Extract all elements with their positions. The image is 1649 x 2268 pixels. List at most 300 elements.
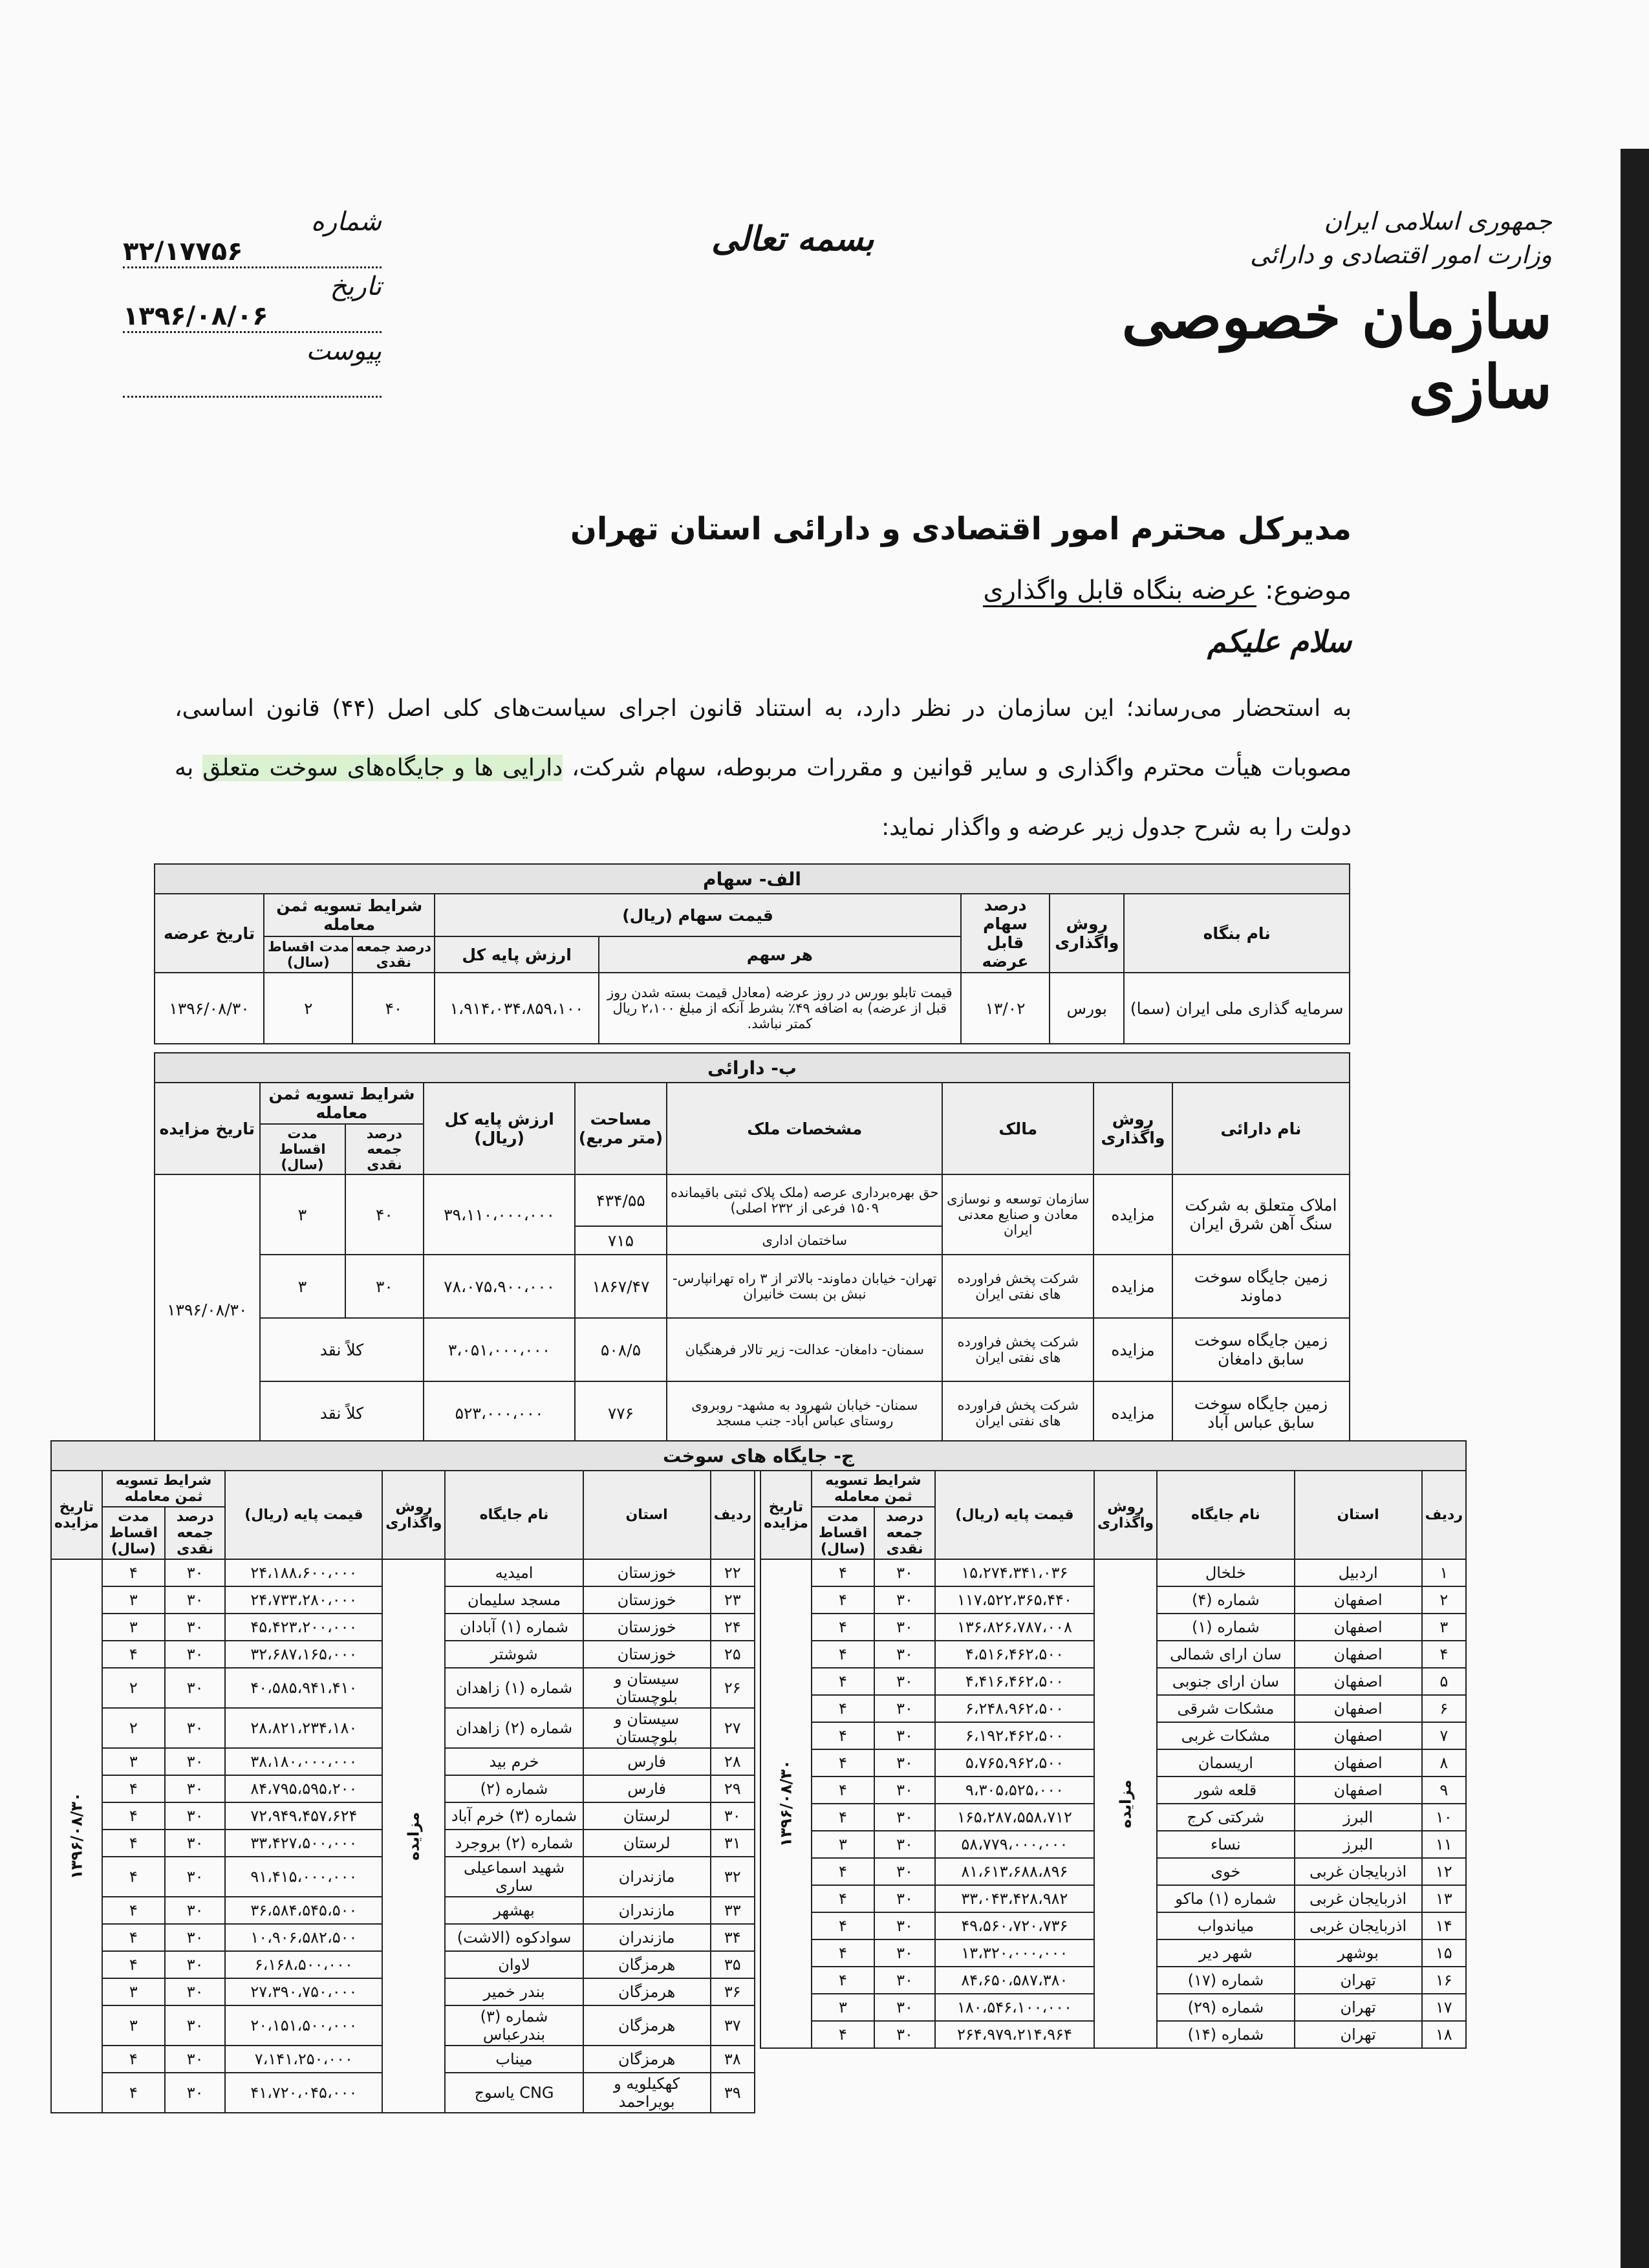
installment-years: ۴ bbox=[102, 2073, 165, 2113]
row-number: ۲۸ bbox=[711, 1748, 755, 1775]
station-name: خلخال bbox=[1157, 1559, 1295, 1586]
station-name: میناب bbox=[445, 2046, 583, 2073]
row-number: ۱۲ bbox=[1422, 1858, 1466, 1885]
col-owner: مالک bbox=[942, 1083, 1094, 1174]
col-asset-date: تاریخ مزایده bbox=[155, 1083, 260, 1174]
installment-years: ۴ bbox=[102, 1775, 165, 1802]
asset-1-cash: ۴۰ bbox=[345, 1174, 424, 1255]
row-number: ۳۷ bbox=[711, 2005, 755, 2046]
share-name: سرمایه گذاری ملی ایران (سما) bbox=[1124, 973, 1350, 1044]
base-price: ۶،۱۶۸،۵۰۰،۰۰۰ bbox=[225, 1951, 382, 1978]
row-number: ۶ bbox=[1422, 1695, 1466, 1722]
installment-years: ۴ bbox=[102, 1951, 165, 1978]
installment-years: ۳ bbox=[102, 2005, 165, 2046]
base-price: ۷۲،۹۴۹،۴۵۷،۶۲۴ bbox=[225, 1802, 382, 1830]
share-total: ۱،۹۱۴،۰۳۴،۸۵۹،۱۰۰ bbox=[435, 973, 599, 1044]
row-number: ۳۳ bbox=[711, 1897, 755, 1924]
province: مازندران bbox=[583, 1857, 711, 1897]
installment-years: ۳ bbox=[812, 1994, 874, 2021]
base-price: ۳۲،۶۸۷،۱۶۵،۰۰۰ bbox=[225, 1641, 382, 1668]
station-name: شماره (۱۴) bbox=[1157, 2021, 1295, 2048]
asset-1-name: املاک متعلق به شرکت سنگ آهن شرق ایران bbox=[1172, 1174, 1350, 1255]
col-row-num-2: ردیف bbox=[711, 1471, 755, 1559]
greeting: سلام علیکم bbox=[1207, 624, 1352, 659]
share-date: ۱۳۹۶/۰۸/۳۰ bbox=[155, 973, 264, 1044]
installment-years: ۳ bbox=[102, 1978, 165, 2005]
installment-years: ۴ bbox=[102, 1897, 165, 1924]
installment-years: ۴ bbox=[812, 1586, 874, 1614]
cash-percent: ۳۰ bbox=[165, 2073, 226, 2113]
subject-label: موضوع: bbox=[1264, 576, 1352, 605]
base-price: ۲۸،۸۲۱،۲۳۴،۱۸۰ bbox=[225, 1708, 382, 1748]
station-name: نساء bbox=[1157, 1831, 1295, 1858]
station-name: خرم بید bbox=[445, 1748, 583, 1775]
asset-3-owner: شرکت پخش فراورده های نفتی ایران bbox=[942, 1318, 1094, 1381]
station-name: CNG یاسوج bbox=[445, 2073, 583, 2113]
station-name: بندر خمیر bbox=[445, 1978, 583, 2005]
asset-4-owner: شرکت پخش فراورده های نفتی ایران bbox=[942, 1381, 1094, 1445]
base-price: ۹۱،۴۱۵،۰۰۰،۰۰۰ bbox=[225, 1857, 382, 1897]
cash-percent: ۳۰ bbox=[165, 1802, 226, 1830]
cash-percent: ۳۰ bbox=[874, 1967, 935, 1994]
letter-number bbox=[45, 207, 382, 268]
col-spec: مشخصات ملک bbox=[667, 1083, 942, 1174]
row-number: ۳۸ bbox=[711, 2046, 755, 2073]
station-name: شهید اسماعیلی ساری bbox=[445, 1857, 583, 1897]
cash-percent: ۳۰ bbox=[874, 1994, 935, 2021]
row-number: ۲۵ bbox=[711, 1641, 755, 1668]
asset-1-area1: ۴۳۴/۵۵ bbox=[575, 1174, 667, 1226]
installment-years: ۴ bbox=[812, 1722, 874, 1749]
base-price: ۷،۱۴۱،۲۵۰،۰۰۰ bbox=[225, 2046, 382, 2073]
province: فارس bbox=[583, 1775, 711, 1802]
province: اصفهان bbox=[1295, 1586, 1422, 1614]
row-number: ۲ bbox=[1422, 1586, 1466, 1614]
station-name: سان ارای شمالی bbox=[1157, 1641, 1295, 1668]
province: مازندران bbox=[583, 1897, 711, 1924]
asset-2-value: ۷۸،۰۷۵،۹۰۰،۰۰۰ bbox=[424, 1255, 575, 1318]
row-number: ۳۱ bbox=[711, 1830, 755, 1857]
province: اذربایجان غربی bbox=[1295, 1885, 1422, 1912]
base-price: ۳۳،۴۲۷،۵۰۰،۰۰۰ bbox=[225, 1830, 382, 1857]
province: کهکیلویه و بویراحمد bbox=[583, 2073, 711, 2113]
cash-percent: ۳۰ bbox=[874, 1885, 935, 1912]
row-number: ۲۶ bbox=[711, 1668, 755, 1708]
asset-1-spec1: حق بهره‌برداری عرصه (ملک پلاک ثبتی باقیمانده ۱۵۰۹ فرعی از ۲۳۲ اصلی) bbox=[667, 1174, 942, 1226]
assets-date: ۱۳۹۶/۰۸/۳۰ bbox=[155, 1174, 260, 1445]
table-row bbox=[760, 1559, 1466, 1586]
row-number: ۱۳ bbox=[1422, 1885, 1466, 1912]
station-name: شوشتر bbox=[445, 1641, 583, 1668]
cash-percent: ۳۰ bbox=[874, 1831, 935, 1858]
row-number: ۴ bbox=[1422, 1641, 1466, 1668]
table-fuel-title-bar bbox=[50, 1440, 1467, 1471]
asset-1-value: ۳۹،۱۱۰،۰۰۰،۰۰۰ bbox=[424, 1174, 575, 1255]
fuel-auction-date: ۱۳۹۶/۰۸/۳۰ bbox=[760, 1559, 812, 2048]
asset-1-method: مزایده bbox=[1094, 1174, 1172, 1255]
col-fuel-price: قیمت پایه (ریال) bbox=[935, 1471, 1094, 1559]
installment-years: ۴ bbox=[102, 1802, 165, 1830]
station-name: شماره (۴) bbox=[1157, 1586, 1295, 1614]
date-value: ۱۳۹۶/۰۸/۰۶ bbox=[123, 301, 382, 333]
cash-percent: ۳۰ bbox=[874, 1695, 935, 1722]
station-name: شماره (۲) بروجرد bbox=[445, 1830, 583, 1857]
asset-4-terms: کلاً نقد bbox=[260, 1381, 424, 1445]
installment-years: ۴ bbox=[812, 1858, 874, 1885]
province: هرمزگان bbox=[583, 2005, 711, 2046]
cash-percent: ۳۰ bbox=[165, 1708, 226, 1748]
base-price: ۲۴،۱۸۸،۶۰۰،۰۰۰ bbox=[225, 1559, 382, 1586]
base-price: ۳۶،۵۸۴،۵۴۵،۵۰۰ bbox=[225, 1897, 382, 1924]
province: هرمزگان bbox=[583, 1951, 711, 1978]
province: تهران bbox=[1295, 1994, 1422, 2021]
base-price: ۶،۱۹۲،۴۶۲،۵۰۰ bbox=[935, 1722, 1094, 1749]
cash-percent: ۳۰ bbox=[165, 1586, 226, 1614]
base-price: ۲۰،۱۵۱،۵۰۰،۰۰۰ bbox=[225, 2005, 382, 2046]
installment-years: ۴ bbox=[102, 1559, 165, 1586]
row-number: ۳۴ bbox=[711, 1924, 755, 1951]
recipient: مدیرکل محترم امور اقتصادی و دارائی استان تهران bbox=[570, 511, 1352, 547]
cash-percent: ۳۰ bbox=[165, 1668, 226, 1708]
col-total: ارزش پایه کل bbox=[435, 936, 599, 973]
asset-2-cash: ۳۰ bbox=[345, 1255, 424, 1318]
base-price: ۱۰،۹۰۶،۵۸۲،۵۰۰ bbox=[225, 1924, 382, 1951]
installment-years: ۴ bbox=[102, 1924, 165, 1951]
province: اصفهان bbox=[1295, 1641, 1422, 1668]
station-name: شماره (۱) bbox=[1157, 1614, 1295, 1641]
col-fuel-years-2: مدت اقساط (سال) bbox=[102, 1507, 165, 1559]
installment-years: ۳ bbox=[102, 1748, 165, 1775]
cash-percent: ۳۰ bbox=[165, 1978, 226, 2005]
letter-body bbox=[175, 679, 1352, 858]
letterhead-organization: سازمان خصوصی سازی bbox=[1121, 282, 1552, 422]
asset-2-area: ۱۸۶۷/۴۷ bbox=[575, 1255, 667, 1318]
table-assets-title: ب- دارائی bbox=[155, 1053, 1350, 1083]
col-fuel-method-2: روش واگذاری bbox=[382, 1471, 445, 1559]
base-price: ۵،۷۶۵،۹۶۲،۵۰۰ bbox=[935, 1749, 1094, 1777]
cash-percent: ۳۰ bbox=[165, 1614, 226, 1641]
installment-years: ۴ bbox=[812, 1641, 874, 1668]
cash-percent: ۳۰ bbox=[165, 1897, 226, 1924]
base-price: ۱۶۵،۲۸۷،۵۵۸،۷۱۲ bbox=[935, 1804, 1094, 1831]
subject-line bbox=[983, 576, 1352, 605]
asset-4-method: مزایده bbox=[1094, 1381, 1172, 1445]
row-number: ۱۰ bbox=[1422, 1804, 1466, 1831]
station-name: شماره (۳) خرم آباد bbox=[445, 1802, 583, 1830]
row-number: ۱۴ bbox=[1422, 1912, 1466, 1939]
base-price: ۸۴،۶۵۰،۵۸۷،۳۸۰ bbox=[935, 1967, 1094, 1994]
col-province: استان bbox=[1295, 1471, 1422, 1559]
asset-2-spec: تهران- خیابان دماوند- بالاتر از ۳ راه تهرانپارس- نبش بن بست خانیران bbox=[667, 1255, 942, 1318]
installment-years: ۲ bbox=[102, 1708, 165, 1748]
col-area: مساحت (متر مربع) bbox=[575, 1083, 667, 1174]
fuel-method: مزایده bbox=[382, 1559, 445, 2113]
installment-years: ۳ bbox=[812, 1831, 874, 1858]
col-asset-terms: شرایط تسویه ثمن معامله bbox=[260, 1083, 424, 1124]
fuel-method: مزایده bbox=[1094, 1559, 1157, 2048]
base-price: ۴۰،۵۸۵،۹۴۱،۴۱۰ bbox=[225, 1668, 382, 1708]
bismillah: بسمه تعالی bbox=[711, 220, 874, 259]
col-row-num: ردیف bbox=[1422, 1471, 1466, 1559]
province: خوزستان bbox=[583, 1641, 711, 1668]
table-fuel-title: ج- جایگاه های سوخت bbox=[51, 1441, 1466, 1471]
province: اذربایجان غربی bbox=[1295, 1912, 1422, 1939]
station-name: شماره (۲) زاهدان bbox=[445, 1708, 583, 1748]
asset-3-spec: سمنان- دامغان- عدالت- زیر تالار فرهنگیان bbox=[667, 1318, 942, 1381]
station-name: شماره (۱) زاهدان bbox=[445, 1668, 583, 1708]
attachment-value bbox=[123, 366, 382, 398]
col-method: روش واگذاری bbox=[1050, 894, 1124, 973]
col-asset-years: مدت اقساط (سال) bbox=[260, 1124, 345, 1174]
base-price: ۴،۵۱۶،۴۶۲،۵۰۰ bbox=[935, 1641, 1094, 1668]
share-percent: ۱۳/۰۲ bbox=[961, 973, 1050, 1044]
attachment-label: پیوست bbox=[306, 336, 382, 366]
row-number: ۱۱ bbox=[1422, 1831, 1466, 1858]
asset-3-value: ۳،۰۵۱،۰۰۰،۰۰۰ bbox=[424, 1318, 575, 1381]
station-name: مسجد سلیمان bbox=[445, 1586, 583, 1614]
installment-years: ۴ bbox=[102, 1857, 165, 1897]
base-price: ۶،۲۴۸،۹۶۲،۵۰۰ bbox=[935, 1695, 1094, 1722]
installment-years: ۴ bbox=[812, 1749, 874, 1777]
asset-4-area: ۷۷۶ bbox=[575, 1381, 667, 1445]
col-fuel-terms-2: شرایط تسویه ثمن معامله bbox=[102, 1471, 226, 1507]
col-station: نام جایگاه bbox=[1157, 1471, 1295, 1559]
subject-text: عرضه بنگاه قابل واگذاری bbox=[983, 576, 1256, 607]
cash-percent: ۳۰ bbox=[874, 1722, 935, 1749]
station-name: شماره (۲) bbox=[445, 1775, 583, 1802]
station-name: مشکات غربی bbox=[1157, 1722, 1295, 1749]
letterhead-country: جمهوری اسلامی ایران bbox=[1324, 207, 1552, 235]
col-value: ارزش پایه کل (ریال) bbox=[424, 1083, 575, 1174]
col-company-name: نام بنگاه bbox=[1124, 894, 1350, 973]
cash-percent: ۳۰ bbox=[165, 1748, 226, 1775]
installment-years: ۲ bbox=[102, 1668, 165, 1708]
base-price: ۱۱۷،۵۲۲،۳۶۵،۴۴۰ bbox=[935, 1586, 1094, 1614]
cash-percent: ۳۰ bbox=[874, 1777, 935, 1804]
installment-years: ۴ bbox=[812, 2021, 874, 2048]
col-percent: درصد سهام قابل عرضه bbox=[961, 894, 1050, 973]
station-name: بهشهر bbox=[445, 1897, 583, 1924]
col-fuel-date: تاریخ مزایده bbox=[760, 1471, 812, 1559]
row-number: ۸ bbox=[1422, 1749, 1466, 1777]
asset-2-years: ۳ bbox=[260, 1255, 345, 1318]
province: خوزستان bbox=[583, 1614, 711, 1641]
row-number: ۵ bbox=[1422, 1668, 1466, 1695]
installment-years: ۴ bbox=[812, 1777, 874, 1804]
row-number: ۱۸ bbox=[1422, 2021, 1466, 2048]
province: سیستان و بلوچستان bbox=[583, 1668, 711, 1708]
row-number: ۷ bbox=[1422, 1722, 1466, 1749]
asset-4-name: زمین جایگاه سوخت سابق عباس آباد bbox=[1172, 1381, 1350, 1445]
table-fuel-right bbox=[760, 1470, 1467, 2049]
letter-date bbox=[45, 272, 382, 333]
province: لرستان bbox=[583, 1830, 711, 1857]
col-province-2: استان bbox=[583, 1471, 711, 1559]
col-fuel-price-2: قیمت پایه (ریال) bbox=[225, 1471, 382, 1559]
cash-percent: ۳۰ bbox=[165, 2005, 226, 2046]
province: البرز bbox=[1295, 1831, 1422, 1858]
installment-years: ۴ bbox=[812, 1668, 874, 1695]
station-name: سوادکوه (الاشت) bbox=[445, 1924, 583, 1951]
base-price: ۴،۴۱۶،۴۶۲،۵۰۰ bbox=[935, 1668, 1094, 1695]
col-cash: درصد جمعه نقدی bbox=[352, 936, 435, 973]
installment-years: ۴ bbox=[812, 1912, 874, 1939]
table-assets bbox=[154, 1052, 1350, 1445]
station-name: قلعه شور bbox=[1157, 1777, 1295, 1804]
base-price: ۴۵،۴۲۳،۲۰۰،۰۰۰ bbox=[225, 1614, 382, 1641]
installment-years: ۴ bbox=[812, 1614, 874, 1641]
station-name: خوی bbox=[1157, 1858, 1295, 1885]
col-asset-method: روش واگذاری bbox=[1094, 1083, 1172, 1174]
cash-percent: ۳۰ bbox=[165, 1559, 226, 1586]
province: اصفهان bbox=[1295, 1777, 1422, 1804]
col-price: قیمت سهام (ریال) bbox=[435, 894, 961, 936]
body-text-2: به دولت را به شرح جدول زیر عرضه و واگذار نماید: bbox=[175, 755, 1352, 841]
station-name: شماره (۲۹) bbox=[1157, 1994, 1295, 2021]
col-terms: شرایط تسویه ثمن معامله bbox=[264, 894, 435, 936]
cash-percent: ۳۰ bbox=[874, 2021, 935, 2048]
asset-3-area: ۵۰۸/۵ bbox=[575, 1318, 667, 1381]
asset-2-name: زمین جایگاه سوخت دماوند bbox=[1172, 1255, 1350, 1318]
base-price: ۹،۳۰۵،۵۲۵،۰۰۰ bbox=[935, 1777, 1094, 1804]
province: اصفهان bbox=[1295, 1749, 1422, 1777]
col-fuel-cash-2: درصد جمعه نقدی bbox=[165, 1507, 226, 1559]
station-name: شماره (۳) بندرعباس bbox=[445, 2005, 583, 2046]
row-number: ۳۰ bbox=[711, 1802, 755, 1830]
installment-years: ۳ bbox=[102, 1614, 165, 1641]
installment-years: ۴ bbox=[102, 1830, 165, 1857]
cash-percent: ۳۰ bbox=[874, 1586, 935, 1614]
asset-4-spec: سمنان- خیابان شهرود به مشهد- روبروی روستای عباس آباد- جنب مسجد bbox=[667, 1381, 942, 1445]
scan-edge-bar bbox=[1621, 149, 1649, 2268]
col-asset-cash: درصد جمعه نقدی bbox=[345, 1124, 424, 1174]
row-number: ۳۹ bbox=[711, 2073, 755, 2113]
cash-percent: ۳۰ bbox=[874, 1559, 935, 1586]
row-number: ۱۶ bbox=[1422, 1967, 1466, 1994]
base-price: ۱۸۰،۵۴۶،۱۰۰،۰۰۰ bbox=[935, 1994, 1094, 2021]
station-name: شرکتی کرج bbox=[1157, 1804, 1295, 1831]
asset-4-value: ۵۲۳،۰۰۰،۰۰۰ bbox=[424, 1381, 575, 1445]
row-number: ۱۵ bbox=[1422, 1939, 1466, 1967]
row-number: ۹ bbox=[1422, 1777, 1466, 1804]
installment-years: ۴ bbox=[102, 1641, 165, 1668]
col-fuel-cash: درصد جمعه نقدی bbox=[874, 1507, 935, 1559]
number-label: شماره bbox=[310, 207, 382, 237]
province: مازندران bbox=[583, 1924, 711, 1951]
cash-percent: ۳۰ bbox=[165, 1641, 226, 1668]
body-text-highlight: دارایی ها و جایگاه‌های سوخت متعلق bbox=[202, 755, 563, 781]
table-fuel-left bbox=[50, 1470, 755, 2113]
col-date: تاریخ عرضه bbox=[155, 894, 264, 973]
asset-3-name: زمین جایگاه سوخت سابق دامغان bbox=[1172, 1318, 1350, 1381]
col-years: مدت اقساط (سال) bbox=[264, 936, 352, 973]
table-row bbox=[51, 1559, 755, 1586]
row-number: ۱۷ bbox=[1422, 1994, 1466, 2021]
base-price: ۱۳۶،۸۲۶،۷۸۷،۰۰۸ bbox=[935, 1614, 1094, 1641]
province: فارس bbox=[583, 1748, 711, 1775]
installment-years: ۴ bbox=[812, 1885, 874, 1912]
station-name: شهر دیر bbox=[1157, 1939, 1295, 1967]
cash-percent: ۳۰ bbox=[165, 1830, 226, 1857]
share-method: بورس bbox=[1050, 973, 1124, 1044]
cash-percent: ۳۰ bbox=[874, 1858, 935, 1885]
cash-percent: ۳۰ bbox=[165, 1951, 226, 1978]
table-shares-title: الف- سهام bbox=[155, 864, 1350, 894]
row-number: ۲۲ bbox=[711, 1559, 755, 1586]
base-price: ۲۷،۳۹۰،۷۵۰،۰۰۰ bbox=[225, 1978, 382, 2005]
date-label: تاریخ bbox=[330, 272, 382, 301]
row-number: ۳۵ bbox=[711, 1951, 755, 1978]
installment-years: ۴ bbox=[812, 1804, 874, 1831]
row-number: ۲۴ bbox=[711, 1614, 755, 1641]
row-number: ۲۳ bbox=[711, 1586, 755, 1614]
province: البرز bbox=[1295, 1804, 1422, 1831]
col-per-share: هر سهم bbox=[599, 936, 961, 973]
col-fuel-method: روش واگذاری bbox=[1094, 1471, 1157, 1559]
base-price: ۲۴،۷۳۳،۲۸۰،۰۰۰ bbox=[225, 1586, 382, 1614]
province: بوشهر bbox=[1295, 1939, 1422, 1967]
province: هرمزگان bbox=[583, 1978, 711, 2005]
row-number: ۳ bbox=[1422, 1614, 1466, 1641]
installment-years: ۳ bbox=[102, 1586, 165, 1614]
row-number: ۱ bbox=[1422, 1559, 1466, 1586]
asset-1-area2: ۷۱۵ bbox=[575, 1226, 667, 1255]
base-price: ۸۱،۶۱۳،۶۸۸،۸۹۶ bbox=[935, 1858, 1094, 1885]
station-name: لاوان bbox=[445, 1951, 583, 1978]
body-text-1: به استحضار می‌رساند؛ این سازمان در نظر دارد، به استناد قانون اجرای سیاست‌های کلی اصل (۴۴) قانون اساسی، مصوبات هیأت محترم واگذاری و سایر قوانین و مقررات مربوطه، سهام شرکت، bbox=[175, 695, 1352, 781]
letter-attachment bbox=[45, 336, 382, 398]
province: اذربایجان غربی bbox=[1295, 1858, 1422, 1885]
base-price: ۴۱،۷۲۰،۰۴۵،۰۰۰ bbox=[225, 2073, 382, 2113]
row-number: ۳۲ bbox=[711, 1857, 755, 1897]
province: تهران bbox=[1295, 1967, 1422, 1994]
installment-years: ۴ bbox=[102, 2046, 165, 2073]
base-price: ۱۳،۳۲۰،۰۰۰،۰۰۰ bbox=[935, 1939, 1094, 1967]
asset-1-owner: سازمان توسعه و نوسازی معادن و صنایع معدنی ایران bbox=[942, 1174, 1094, 1255]
cash-percent: ۳۰ bbox=[874, 1749, 935, 1777]
station-name: سان ارای جنوبی bbox=[1157, 1668, 1295, 1695]
installment-years: ۴ bbox=[812, 1559, 874, 1586]
cash-percent: ۳۰ bbox=[165, 2046, 226, 2073]
province: خوزستان bbox=[583, 1586, 711, 1614]
row-number: ۲۹ bbox=[711, 1775, 755, 1802]
col-asset-name: نام دارائی bbox=[1172, 1083, 1350, 1174]
station-name: مشکات شرقی bbox=[1157, 1695, 1295, 1722]
cash-percent: ۳۰ bbox=[874, 1614, 935, 1641]
number-value: ۳۲/۱۷۷۵۶ bbox=[123, 237, 382, 268]
base-price: ۳۳،۰۴۳،۴۲۸،۹۸۲ bbox=[935, 1885, 1094, 1912]
cash-percent: ۳۰ bbox=[165, 1924, 226, 1951]
station-name: میاندواب bbox=[1157, 1912, 1295, 1939]
row-number: ۳۶ bbox=[711, 1978, 755, 2005]
cash-percent: ۳۰ bbox=[165, 1857, 226, 1897]
station-name: شماره (۱) ماکو bbox=[1157, 1885, 1295, 1912]
asset-3-method: مزایده bbox=[1094, 1318, 1172, 1381]
cash-percent: ۳۰ bbox=[874, 1939, 935, 1967]
cash-percent: ۳۰ bbox=[165, 1775, 226, 1802]
province: اصفهان bbox=[1295, 1722, 1422, 1749]
asset-2-owner: شرکت پخش فراورده های نفتی ایران bbox=[942, 1255, 1094, 1318]
col-fuel-date-2: تاریخ مزایده bbox=[51, 1471, 102, 1559]
province: سیستان و بلوچستان bbox=[583, 1708, 711, 1748]
base-price: ۴۹،۵۶۰،۷۲۰،۷۳۶ bbox=[935, 1912, 1094, 1939]
letterhead bbox=[1099, 207, 1552, 422]
province: اصفهان bbox=[1295, 1695, 1422, 1722]
share-per-share: قیمت تابلو بورس در روز عرضه (معادل قیمت بسته شدن روز قبل از عرضه) به اضافه ۴۹٪ بشرط آنکه از مبلغ ۲،۱۰۰ ریال کمتر نباشد. bbox=[599, 973, 961, 1044]
asset-1-years: ۳ bbox=[260, 1174, 345, 1255]
cash-percent: ۳۰ bbox=[874, 1668, 935, 1695]
province: لرستان bbox=[583, 1802, 711, 1830]
